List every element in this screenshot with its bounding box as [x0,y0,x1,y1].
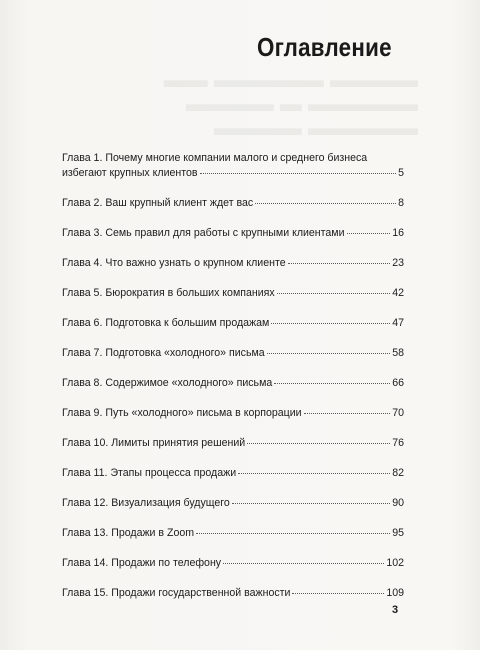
toc-entry-page: 102 [386,557,404,569]
toc-entry-page: 66 [392,377,404,389]
toc-entry-label: Глава 4. Что важно узнать о крупном клиенте [62,257,286,269]
toc-entry-label: Глава 5. Бюрократия в больших компаниях [62,287,275,299]
toc-entry-label: Глава 3. Семь правил для работы с крупными клиентами [62,227,345,239]
toc-entry-label: избегают крупных клиентов [62,167,198,179]
toc-entry-page: 8 [398,197,404,209]
page-number: 3 [392,604,399,616]
toc-entry-page: 5 [398,167,404,179]
leader-dots [277,293,391,294]
leader-dots [255,203,396,204]
leader-dots [196,533,390,534]
toc-entry-label: Глава 2. Ваш крупный клиент ждет вас [62,197,254,209]
toc-entry-label: Глава 13. Продажи в Zoom [62,527,195,539]
toc-entry-1[interactable] [62,151,404,181]
toc-entry-12[interactable] [62,496,404,511]
show-through-shadow: ▬▬ ▬▬▬▬▬ ▬▬▬▬ ▬▬▬▬ ▬ ▬▬▬▬▬ ▬▬▬▬ ▬▬▬▬▬ [163,67,418,140]
leader-dots [347,233,391,234]
leader-dots [223,563,384,564]
toc-entry-label: Глава 8. Содержимое «холодного» письма [62,377,273,389]
leader-dots [274,383,390,384]
toc-entry-label: Глава 9. Путь «холодного» письма в корпорации [62,407,302,419]
toc-entry-2[interactable] [62,196,404,211]
toc-entry-9[interactable] [62,406,404,421]
leader-dots [271,323,390,324]
toc-entry-4[interactable] [62,256,404,271]
toc-entry-page: 23 [392,257,404,269]
toc-entry-label-line1: Глава 1. Почему многие компании малого и среднего бизнеса [62,152,368,164]
toc-entry-label: Глава 7. Подготовка «холодного» письма [62,347,265,359]
toc-entry-14[interactable] [62,556,404,571]
leader-dots [247,443,390,444]
toc-entry-label: Глава 15. Продажи государственной важности [62,587,291,599]
toc-entry-label: Глава 14. Продажи по телефону [62,557,222,569]
leader-dots [267,353,391,354]
toc-entry-page: 47 [392,317,404,329]
toc-entry-label: Глава 11. Этапы процесса продажи [62,467,237,479]
toc-entry-label: Глава 10. Лимиты принятия решений [62,437,246,449]
toc-entry-15[interactable] [62,586,404,601]
table-of-contents [62,151,404,601]
toc-entry-label: Глава 6. Подготовка к большим продажам [62,317,270,329]
toc-entry-page: 82 [392,467,404,479]
leader-dots [288,263,391,264]
leader-dots [200,173,397,174]
toc-entry-label: Глава 12. Визуализация будущего [62,497,230,509]
toc-entry-page: 95 [392,527,404,539]
toc-entry-13[interactable] [62,526,404,541]
leader-dots [232,503,390,504]
leader-dots [292,593,384,594]
toc-entry-7[interactable] [62,346,404,361]
toc-entry-10[interactable] [62,436,404,451]
toc-entry-page: 16 [392,227,404,239]
toc-entry-8[interactable] [62,376,404,391]
toc-entry-page: 42 [392,287,404,299]
page-title: Оглавление [257,32,392,62]
toc-entry-page: 109 [386,587,404,599]
toc-entry-page: 70 [392,407,404,419]
toc-entry-11[interactable] [62,466,404,481]
toc-entry-5[interactable] [62,286,404,301]
toc-entry-6[interactable] [62,316,404,331]
toc-entry-page: 58 [392,347,404,359]
toc-entry-3[interactable] [62,226,404,241]
toc-entry-page: 76 [392,437,404,449]
leader-dots [238,473,390,474]
toc-entry-page: 90 [392,497,404,509]
leader-dots [304,413,391,414]
